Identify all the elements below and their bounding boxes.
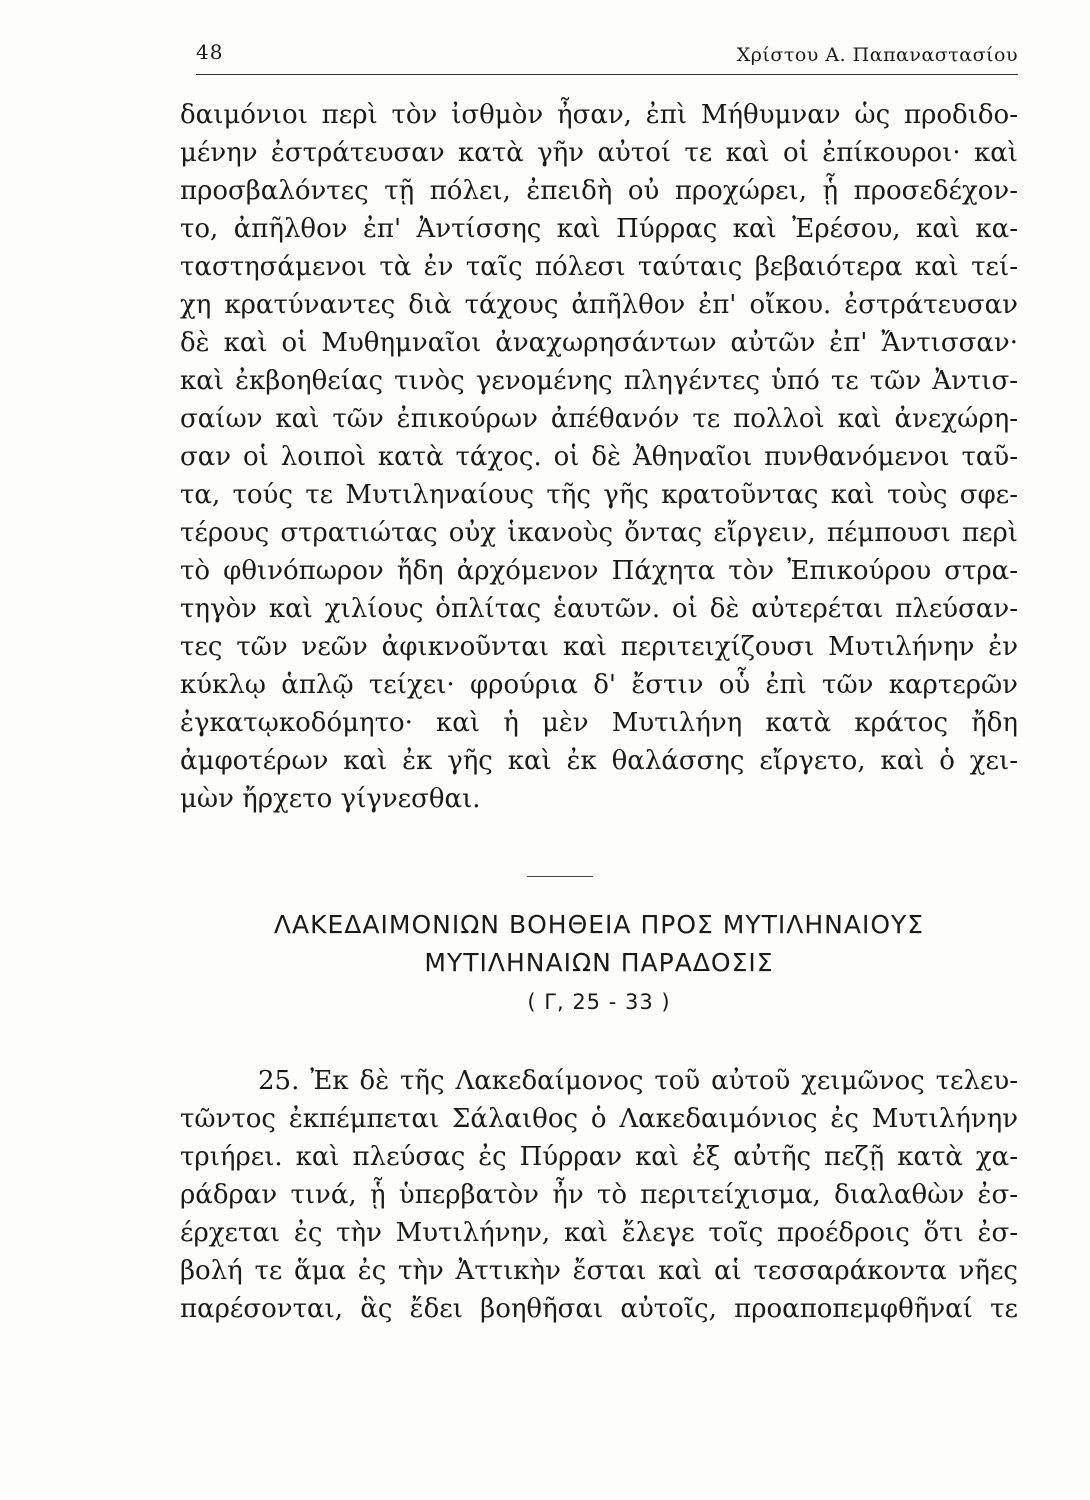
paragraph-25	[180, 1062, 1018, 1328]
running-header	[196, 40, 1018, 72]
page-number: 48	[196, 40, 224, 64]
section-title-line-2: ΜΥΤΙΛΗΝΑΙΩΝ ΠΑΡΑΔΟΣΙΣ	[424, 948, 774, 977]
text-line: τὸ φθινόπωρον ἤδη ἀρχόμενον Πάχητα τὸν Ἐπικούρου στρα-	[180, 556, 1018, 586]
section-reference: ( Γ, 25 - 33 )	[527, 990, 671, 1014]
text-line: έρχεται ἐς τὴν Μυτιλήνην, καὶ ἔλεγε τοῖς προέδροις ὅτι ἐσ-	[180, 1218, 1018, 1248]
text-line: δαιμόνιοι περὶ τὸν ἰσθμὸν ἦσαν, ἐπὶ Μήθυμναν ὡς προδιδο-	[180, 100, 1018, 130]
text-line: ἀμφοτέρων καὶ ἐκ γῆς καὶ ἐκ θαλάσσης εἴργετο, καὶ ὁ χει-	[180, 746, 1018, 776]
text-line: μένην ἐστράτευσαν κατὰ γῆν αὐτοί τε καὶ οἱ ἐπίκουροι· καὶ	[180, 138, 1018, 168]
text-line: χη κρατύναντες διὰ τάχους ἀπῆλθον ἐπ' οἴκου. ἐστράτευσαν	[180, 290, 1018, 320]
text-line: ἐγκατῳκοδόμητο· καὶ ἡ μὲν Μυτιλήνη κατὰ κράτος ἤδη	[180, 708, 1018, 738]
text-line: τα, τούς τε Μυτιληναίους τῆς γῆς κρατοῦντας καὶ τοὺς σφε-	[180, 480, 1018, 510]
section-title-line-1: ΛΑΚΕΔΑΙΜΟΝΙΩΝ ΒΟΗΘΕΙΑ ΠΡΟΣ ΜΥΤΙΛΗΝΑΙΟΥΣ	[273, 910, 925, 939]
text-line: παρέσονται, ἃς ἔδει βοηθῆσαι αὐτοῖς, προαποπεμφθῆναί τε	[180, 1294, 1018, 1324]
text-line: τριήρει. καὶ πλεύσας ἐς Πύρραν καὶ ἐξ αὐτῆς πεζῇ κατὰ χα-	[180, 1142, 1018, 1172]
text-line: ράδραν τινά, ᾗ ὑπερβατὸν ἦν τὸ περιτείχισμα, διαλαθὼν ἐσ-	[180, 1180, 1018, 1210]
text-line: δὲ καὶ οἱ Μυθημναῖοι ἀναχωρησάντων αὐτῶν ἐπ' Ἄντισσαν·	[180, 328, 1018, 358]
text-line: σαίων καὶ τῶν ἐπικούρων ἀπέθανόν τε πολλοὶ καὶ ἀνεχώρη-	[180, 404, 1018, 434]
text-line: τῶντος ἐκπέμπεται Σάλαιθος ὁ Λακεδαιμόνιος ἐς Μυτιλήνην	[180, 1104, 1018, 1134]
text-line: τες τῶν νεῶν ἀφικνοῦνται καὶ περιτειχίζουσι Μυτιλήνην ἐν	[180, 632, 1018, 662]
text-line: τηγὸν καὶ χιλίους ὁπλίτας ἑαυτῶν. οἱ δὲ αὐτερέται πλεύσαν-	[180, 594, 1018, 624]
text-line: το, ἀπῆλθον ἐπ' Ἀντίσσης καὶ Πύρρας καὶ Ἐρέσου, καὶ κα-	[180, 214, 1018, 244]
text-line-first: 25. Ἐκ δὲ τῆς Λακεδαίμονος τοῦ αὐτοῦ χειμῶνος τελευ-	[258, 1066, 1018, 1096]
text-line: βολή τε ἅμα ἐς τὴν Ἀττικὴν ἔσται καὶ αἱ τεσσαράκοντα νῆες	[180, 1256, 1018, 1286]
section-heading	[180, 906, 1018, 1020]
text-line: σαν οἱ λοιποὶ κατὰ τάχος. οἱ δὲ Ἀθηναῖοι πυνθανόμενοι ταῦ-	[180, 442, 1018, 472]
section-divider	[527, 876, 593, 877]
text-line-final: μὼν ἤρχετο γίγνεσθαι.	[180, 784, 481, 814]
text-line: προσβαλόντες τῇ πόλει, ἐπειδὴ οὐ προχώρει, ᾗ προσεδέχον-	[180, 176, 1018, 206]
header-rule	[196, 74, 1018, 75]
paragraph-continued	[180, 96, 1018, 818]
text-line: ταστησάμενοι τὰ ἐν ταῖς πόλεσι ταύταις βεβαιότερα καὶ τεί-	[180, 252, 1018, 282]
text-line: κύκλῳ ἁπλῷ τείχει· φρούρια δ' ἔστιν οὗ ἐπὶ τῶν καρτερῶν	[180, 670, 1018, 700]
text-line: τέρους στρατιώτας οὐχ ἱκανοὺς ὄντας εἴργειν, πέμπουσι περὶ	[180, 518, 1018, 548]
author-running-head: Χρίστου Α. Παπαναστασίου	[736, 44, 1018, 66]
text-line: καὶ ἐκβοηθείας τινὸς γενομένης πληγέντες ὑπό τε τῶν Ἀντισ-	[180, 366, 1018, 396]
